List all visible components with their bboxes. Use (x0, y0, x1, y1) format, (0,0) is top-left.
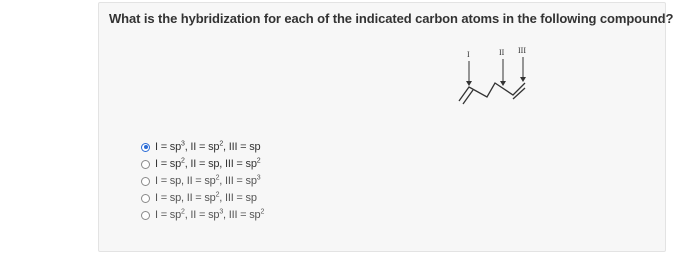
option-3[interactable] (141, 173, 264, 189)
option-label: $I = sp^3$, II = $sp^2$, III = sp (155, 140, 261, 153)
arrow-ii-head (500, 81, 506, 86)
molecule-structure (439, 39, 649, 109)
terminal-double-bond (463, 90, 473, 104)
option-label: $I = sp^2$, II = sp, III = $sp^2$ (155, 157, 261, 170)
question-card (98, 2, 674, 252)
radio-button[interactable] (141, 211, 150, 220)
option-label: I = sp, II = $sp^2$, III = sp (155, 191, 257, 204)
label-ii: II (499, 48, 505, 57)
question-text: What is the hybridization for each of the indicated carbon atoms in the following compound? (109, 11, 674, 26)
option-2[interactable] (141, 156, 264, 172)
arrow-i-head (466, 81, 472, 86)
option-5[interactable] (141, 207, 264, 223)
option-label: $I = sp^2$, II = $sp^3$, III = $sp^2$ (155, 208, 265, 221)
radio-button[interactable] (141, 177, 150, 186)
radio-button[interactable] (141, 194, 150, 203)
radio-button[interactable] (141, 160, 150, 169)
radio-button[interactable] (141, 143, 150, 152)
option-1[interactable] (141, 139, 264, 155)
label-i: I (467, 50, 470, 59)
option-label: I = sp, II = $sp^2$, III = $sp^3$ (155, 174, 261, 187)
option-4[interactable] (141, 190, 264, 206)
arrow-iii-head (520, 77, 526, 82)
answer-options (141, 139, 264, 224)
label-iii: III (518, 46, 526, 55)
